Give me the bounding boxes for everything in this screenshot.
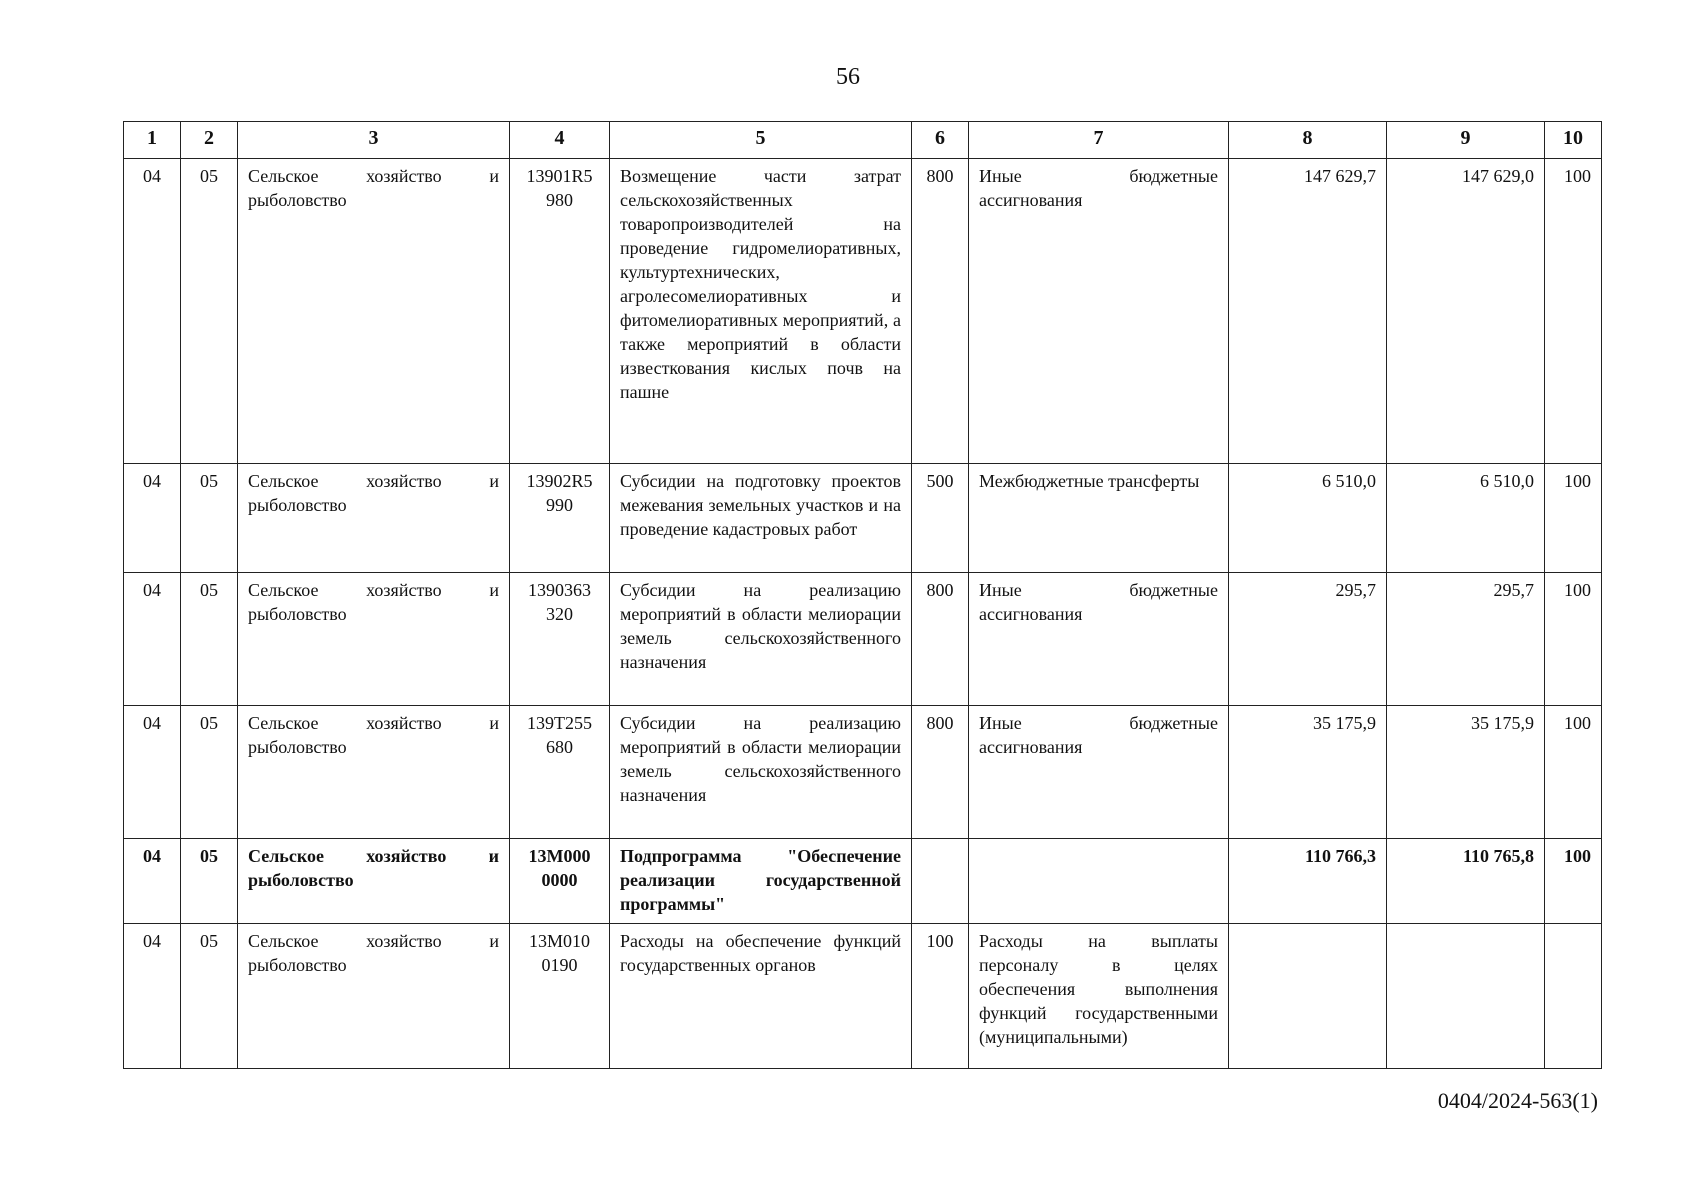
cell-expense-type — [912, 839, 969, 924]
cell-section-name: Сельское хозяйство и рыболовство — [238, 706, 510, 839]
cell-subsection: 05 — [181, 924, 238, 1069]
table-row — [124, 573, 1602, 706]
col-header-9: 9 — [1387, 122, 1545, 159]
cell-planned: 110 766,3 — [1229, 839, 1387, 924]
cell-description: Субсидии на реализацию мероприятий в области мелиорации земель сельскохозяйственного назначения — [610, 573, 912, 706]
cell-section-name: Сельское хозяйство и рыболовство — [238, 159, 510, 464]
cell-section-name: Сельское хозяйство и рыболовство — [238, 924, 510, 1069]
table-row — [124, 159, 1602, 464]
cell-section: 04 — [124, 573, 181, 706]
cell-section: 04 — [124, 839, 181, 924]
cell-target-code: 139Т255 680 — [510, 706, 610, 839]
cell-section-name: Сельское хозяйство и рыболовство — [238, 464, 510, 573]
cell-percent: 100 — [1545, 573, 1602, 706]
cell-expense-type-name: Иные бюджетные ассигнования — [969, 159, 1229, 464]
cell-expense-type-name — [969, 839, 1229, 924]
table-row — [124, 464, 1602, 573]
cell-percent — [1545, 924, 1602, 1069]
cell-executed: 147 629,0 — [1387, 159, 1545, 464]
cell-expense-type: 800 — [912, 573, 969, 706]
cell-expense-type-name: Расходы на выплаты персоналу в целях обеспечения выполнения функций государственными (муниципальными) — [969, 924, 1229, 1069]
cell-subsection: 05 — [181, 839, 238, 924]
cell-subsection: 05 — [181, 573, 238, 706]
cell-target-code: 13М000 0000 — [510, 839, 610, 924]
budget-table — [123, 121, 1602, 1069]
cell-description: Подпрограмма "Обеспечение реализации государственной программы" — [610, 839, 912, 924]
cell-planned: 35 175,9 — [1229, 706, 1387, 839]
cell-section: 04 — [124, 924, 181, 1069]
cell-target-code: 13М010 0190 — [510, 924, 610, 1069]
cell-executed: 35 175,9 — [1387, 706, 1545, 839]
cell-description: Расходы на обеспечение функций государственных органов — [610, 924, 912, 1069]
cell-expense-type-name: Межбюджетные трансферты — [969, 464, 1229, 573]
table-row — [124, 924, 1602, 1069]
cell-subsection: 05 — [181, 464, 238, 573]
document-code: 0404/2024-563(1) — [1437, 1088, 1598, 1113]
col-header-5: 5 — [610, 122, 912, 159]
cell-executed: 110 765,8 — [1387, 839, 1545, 924]
cell-percent: 100 — [1545, 839, 1602, 924]
cell-expense-type: 800 — [912, 706, 969, 839]
cell-section-name: Сельское хозяйство и рыболовство — [238, 839, 510, 924]
cell-subsection: 05 — [181, 706, 238, 839]
col-header-6: 6 — [912, 122, 969, 159]
col-header-8: 8 — [1229, 122, 1387, 159]
cell-planned: 6 510,0 — [1229, 464, 1387, 573]
cell-planned — [1229, 924, 1387, 1069]
cell-executed — [1387, 924, 1545, 1069]
cell-description: Субсидии на реализацию мероприятий в области мелиорации земель сельскохозяйственного назначения — [610, 706, 912, 839]
cell-expense-type-name: Иные бюджетные ассигнования — [969, 706, 1229, 839]
cell-section: 04 — [124, 706, 181, 839]
col-header-10: 10 — [1545, 122, 1602, 159]
cell-expense-type: 100 — [912, 924, 969, 1069]
table-row — [124, 839, 1602, 924]
cell-executed: 6 510,0 — [1387, 464, 1545, 573]
cell-expense-type: 500 — [912, 464, 969, 573]
table-row — [124, 706, 1602, 839]
cell-percent: 100 — [1545, 706, 1602, 839]
cell-target-code: 1390363 320 — [510, 573, 610, 706]
cell-percent: 100 — [1545, 464, 1602, 573]
cell-section-name: Сельское хозяйство и рыболовство — [238, 573, 510, 706]
cell-executed: 295,7 — [1387, 573, 1545, 706]
col-header-2: 2 — [181, 122, 238, 159]
cell-section: 04 — [124, 159, 181, 464]
col-header-4: 4 — [510, 122, 610, 159]
cell-planned: 295,7 — [1229, 573, 1387, 706]
cell-planned: 147 629,7 — [1229, 159, 1387, 464]
col-header-1: 1 — [124, 122, 181, 159]
cell-target-code: 13902R5 990 — [510, 464, 610, 573]
header-row — [124, 122, 1602, 159]
cell-percent: 100 — [1545, 159, 1602, 464]
cell-target-code: 13901R5 980 — [510, 159, 610, 464]
cell-section: 04 — [124, 464, 181, 573]
cell-description: Возмещение части затрат сельскохозяйственных товаропроизводителей на проведение гидромелиоративных, культуртехнических, агролесомелиоративных и фитомелиоративных мероприятий, а также мероприятий в области известкования кислых почв на пашне — [610, 159, 912, 464]
cell-subsection: 05 — [181, 159, 238, 464]
cell-expense-type-name: Иные бюджетные ассигнования — [969, 573, 1229, 706]
cell-description: Субсидии на подготовку проектов межевания земельных участков и на проведение кадастровых работ — [610, 464, 912, 573]
cell-expense-type: 800 — [912, 159, 969, 464]
page-number: 56 — [836, 64, 860, 90]
col-header-3: 3 — [238, 122, 510, 159]
col-header-7: 7 — [969, 122, 1229, 159]
